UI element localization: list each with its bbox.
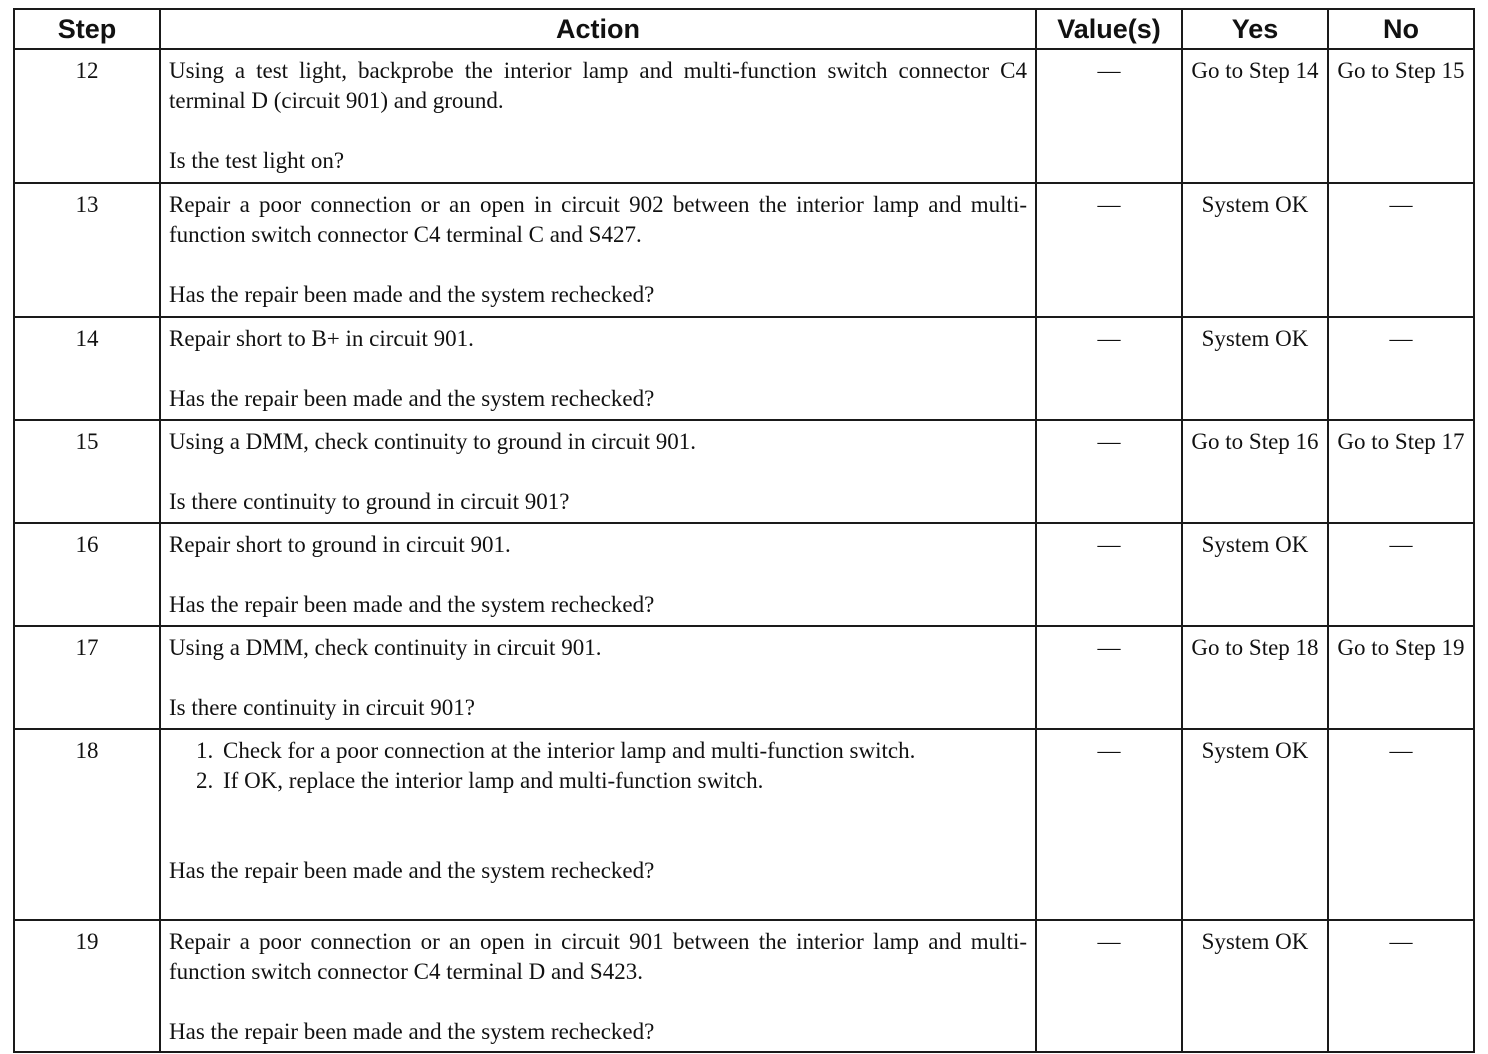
table-row xyxy=(14,523,1474,626)
action-question: Is there continuity in circuit 901? xyxy=(169,695,475,720)
header-values: Value(s) xyxy=(1036,9,1182,49)
header-no: No xyxy=(1328,9,1474,49)
action-cell xyxy=(160,920,1036,1052)
header-step: Step xyxy=(14,9,160,49)
no-cell: — xyxy=(1328,523,1474,626)
step-cell: 14 xyxy=(14,317,160,420)
no-cell: Go to Step 15 xyxy=(1328,49,1474,183)
value-cell: — xyxy=(1036,49,1182,183)
value-cell: — xyxy=(1036,183,1182,317)
list-item: 2. If OK, replace the interior lamp and multi-function switch. xyxy=(219,766,1027,796)
table-row xyxy=(14,920,1474,1052)
header-action: Action xyxy=(160,9,1036,49)
action-list xyxy=(169,736,1027,796)
action-question: Has the repair been made and the system rechecked? xyxy=(169,858,655,883)
yes-cell: System OK xyxy=(1182,729,1328,920)
action-question: Has the repair been made and the system rechecked? xyxy=(169,1019,655,1044)
action-instruction: Repair a poor connection or an open in circuit 901 between the interior lamp and multi-function switch connector C4 terminal D and S423. xyxy=(169,929,1027,984)
action-cell xyxy=(160,729,1036,920)
list-item: 1. Check for a poor connection at the interior lamp and multi-function switch. xyxy=(219,736,1027,766)
table-row xyxy=(14,317,1474,420)
action-cell xyxy=(160,523,1036,626)
step-cell: 15 xyxy=(14,420,160,523)
action-cell xyxy=(160,49,1036,183)
step-cell: 19 xyxy=(14,920,160,1052)
no-cell: — xyxy=(1328,920,1474,1052)
value-cell: — xyxy=(1036,420,1182,523)
no-cell: — xyxy=(1328,317,1474,420)
table-row xyxy=(14,420,1474,523)
yes-cell: System OK xyxy=(1182,317,1328,420)
yes-cell: System OK xyxy=(1182,523,1328,626)
step-cell: 17 xyxy=(14,626,160,729)
no-cell: Go to Step 19 xyxy=(1328,626,1474,729)
header-row xyxy=(14,9,1474,49)
action-question: Has the repair been made and the system rechecked? xyxy=(169,592,655,617)
yes-cell: Go to Step 18 xyxy=(1182,626,1328,729)
action-cell xyxy=(160,317,1036,420)
diagnostic-table xyxy=(13,8,1475,1053)
table-row xyxy=(14,729,1474,920)
yes-cell: Go to Step 16 xyxy=(1182,420,1328,523)
action-cell xyxy=(160,183,1036,317)
action-instruction: Repair short to B+ in circuit 901. xyxy=(169,326,474,351)
table-row xyxy=(14,626,1474,729)
header-yes: Yes xyxy=(1182,9,1328,49)
action-cell xyxy=(160,420,1036,523)
action-instruction: Repair short to ground in circuit 901. xyxy=(169,532,511,557)
action-question: Is there continuity to ground in circuit 901? xyxy=(169,489,570,514)
action-instruction: Using a test light, backprobe the interior lamp and multi-function switch connector C4 terminal D (circuit 901) and ground. xyxy=(169,58,1027,113)
value-cell: — xyxy=(1036,317,1182,420)
action-question: Has the repair been made and the system rechecked? xyxy=(169,282,655,307)
diagnostic-table-container xyxy=(13,8,1473,1053)
step-cell: 13 xyxy=(14,183,160,317)
step-cell: 12 xyxy=(14,49,160,183)
yes-cell: System OK xyxy=(1182,920,1328,1052)
no-cell: — xyxy=(1328,729,1474,920)
table-row xyxy=(14,49,1474,183)
step-cell: 16 xyxy=(14,523,160,626)
yes-cell: Go to Step 14 xyxy=(1182,49,1328,183)
action-question: Has the repair been made and the system rechecked? xyxy=(169,386,655,411)
action-question: Is the test light on? xyxy=(169,148,345,173)
value-cell: — xyxy=(1036,523,1182,626)
table-row xyxy=(14,183,1474,317)
action-instruction: Repair a poor connection or an open in circuit 902 between the interior lamp and multi-function switch connector C4 terminal C and S427. xyxy=(169,192,1027,247)
action-instruction: Using a DMM, check continuity in circuit 901. xyxy=(169,635,602,660)
action-instruction: Using a DMM, check continuity to ground in circuit 901. xyxy=(169,429,697,454)
value-cell: — xyxy=(1036,729,1182,920)
value-cell: — xyxy=(1036,626,1182,729)
value-cell: — xyxy=(1036,920,1182,1052)
no-cell: Go to Step 17 xyxy=(1328,420,1474,523)
no-cell: — xyxy=(1328,183,1474,317)
action-cell xyxy=(160,626,1036,729)
yes-cell: System OK xyxy=(1182,183,1328,317)
step-cell: 18 xyxy=(14,729,160,920)
